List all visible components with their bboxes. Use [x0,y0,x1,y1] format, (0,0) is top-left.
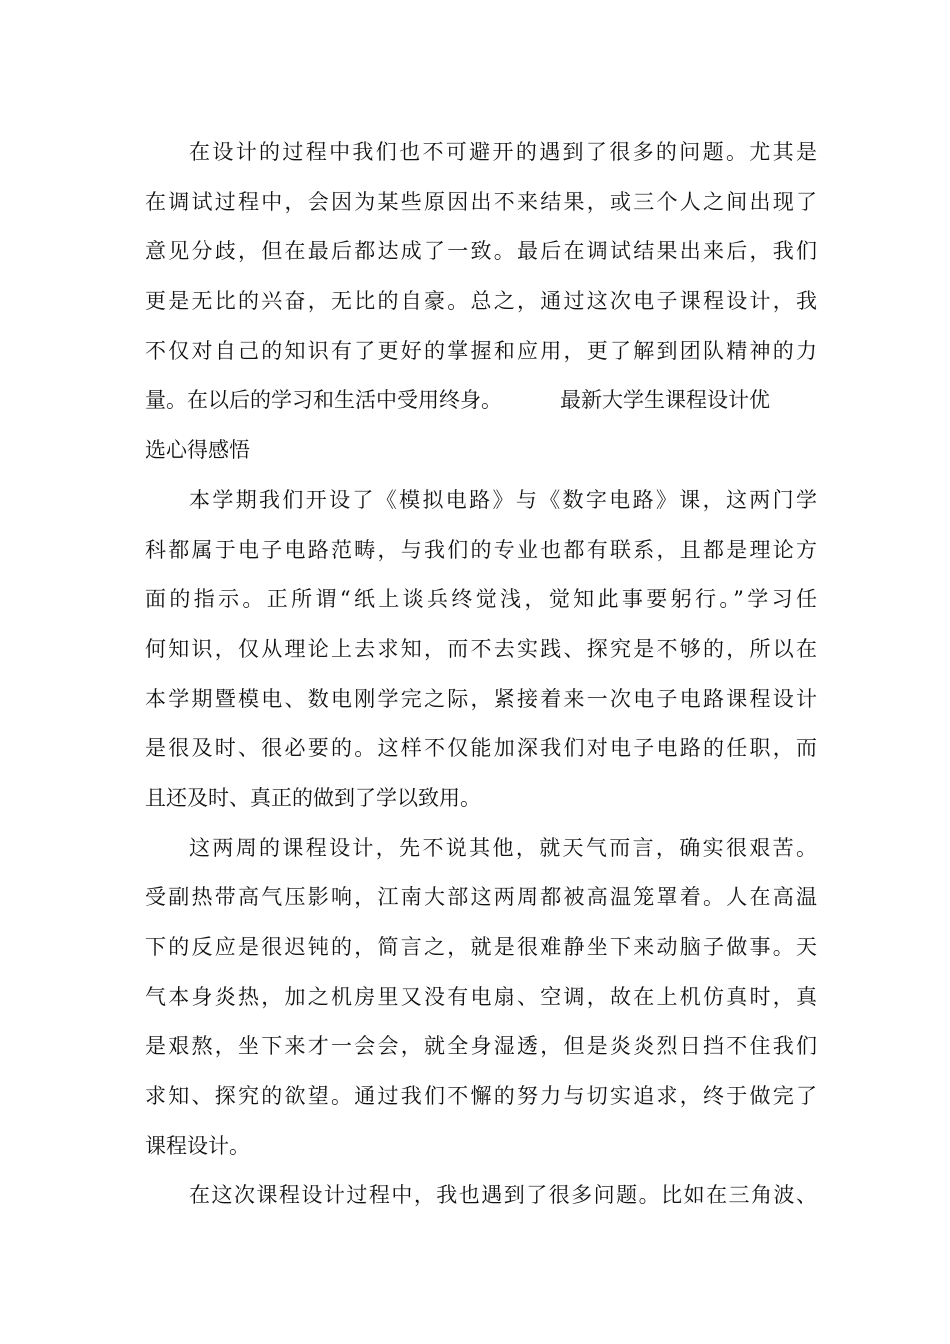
body-line: 在设计的过程中我们也不可避开的遇到了很多的问题。尤其是 [189,140,817,164]
body-line: 课程设计。 [145,1133,250,1158]
body-line: 气本身炎热，加之机房里又没有电扇、空调，故在上机仿真时，真 [145,984,817,1009]
body-line: 本学期暨模电、数电刚学完之际，紧接着来一次电子电路课程设计 [145,686,817,711]
body-line: 本学期我们开设了《模拟电路》与《数字电路》课，这两门学 [189,487,817,512]
body-line: 在调试过程中，会因为某些原因出不来结果，或三个人之间出现了 [145,189,817,214]
body-line: 面的指示。正所谓“纸上谈兵终觉浅，觉知此事要躬行。”学习任 [145,587,817,612]
body-line: 求知、探究的欲望。通过我们不懈的努力与切实追求，终于做完了 [145,1084,817,1109]
document-body [145,128,817,1221]
body-line: 在这次课程设计过程中，我也遇到了很多问题。比如在三角波、 [189,1183,817,1208]
body-line: 这两周的课程设计，先不说其他，就天气而言，确实很艰苦。 [189,835,817,860]
body-line: 科都属于电子电路范畴，与我们的专业也都有联系，且都是理论方 [145,537,817,562]
body-line: 量。在以后的学习和生活中受用终身。 [145,388,502,413]
body-line-with-heading [145,376,817,426]
body-line: 选心得感悟 [145,438,250,463]
body-line: 不仅对自己的知识有了更好的掌握和应用，更了解到团队精神的力 [145,338,817,363]
body-line: 受副热带高气压影响，江南大部这两周都被高温笼罩着。人在高温 [145,885,817,910]
inline-heading: 最新大学生课程设计优 [560,388,770,413]
body-line: 是艰熬，坐下来才一会会，就全身湿透，但是炎炎烈日挡不住我们 [145,1034,817,1059]
body-line: 意见分歧，但在最后都达成了一致。最后在调试结果出来后，我们 [145,239,817,264]
body-line: 下的反应是很迟钝的，简言之，就是很难静坐下来动脑子做事。天 [145,935,817,959]
body-line: 且还及时、真正的做到了学以致用。 [145,785,481,810]
body-line: 是很及时、很必要的。这样不仅能加深我们对电子电路的任职，而 [145,736,817,761]
body-line: 更是无比的兴奋，无比的自豪。总之，通过这次电子课程设计，我 [145,289,817,314]
body-line: 何知识，仅从理论上去求知，而不去实践、探究是不够的，所以在 [145,636,817,661]
